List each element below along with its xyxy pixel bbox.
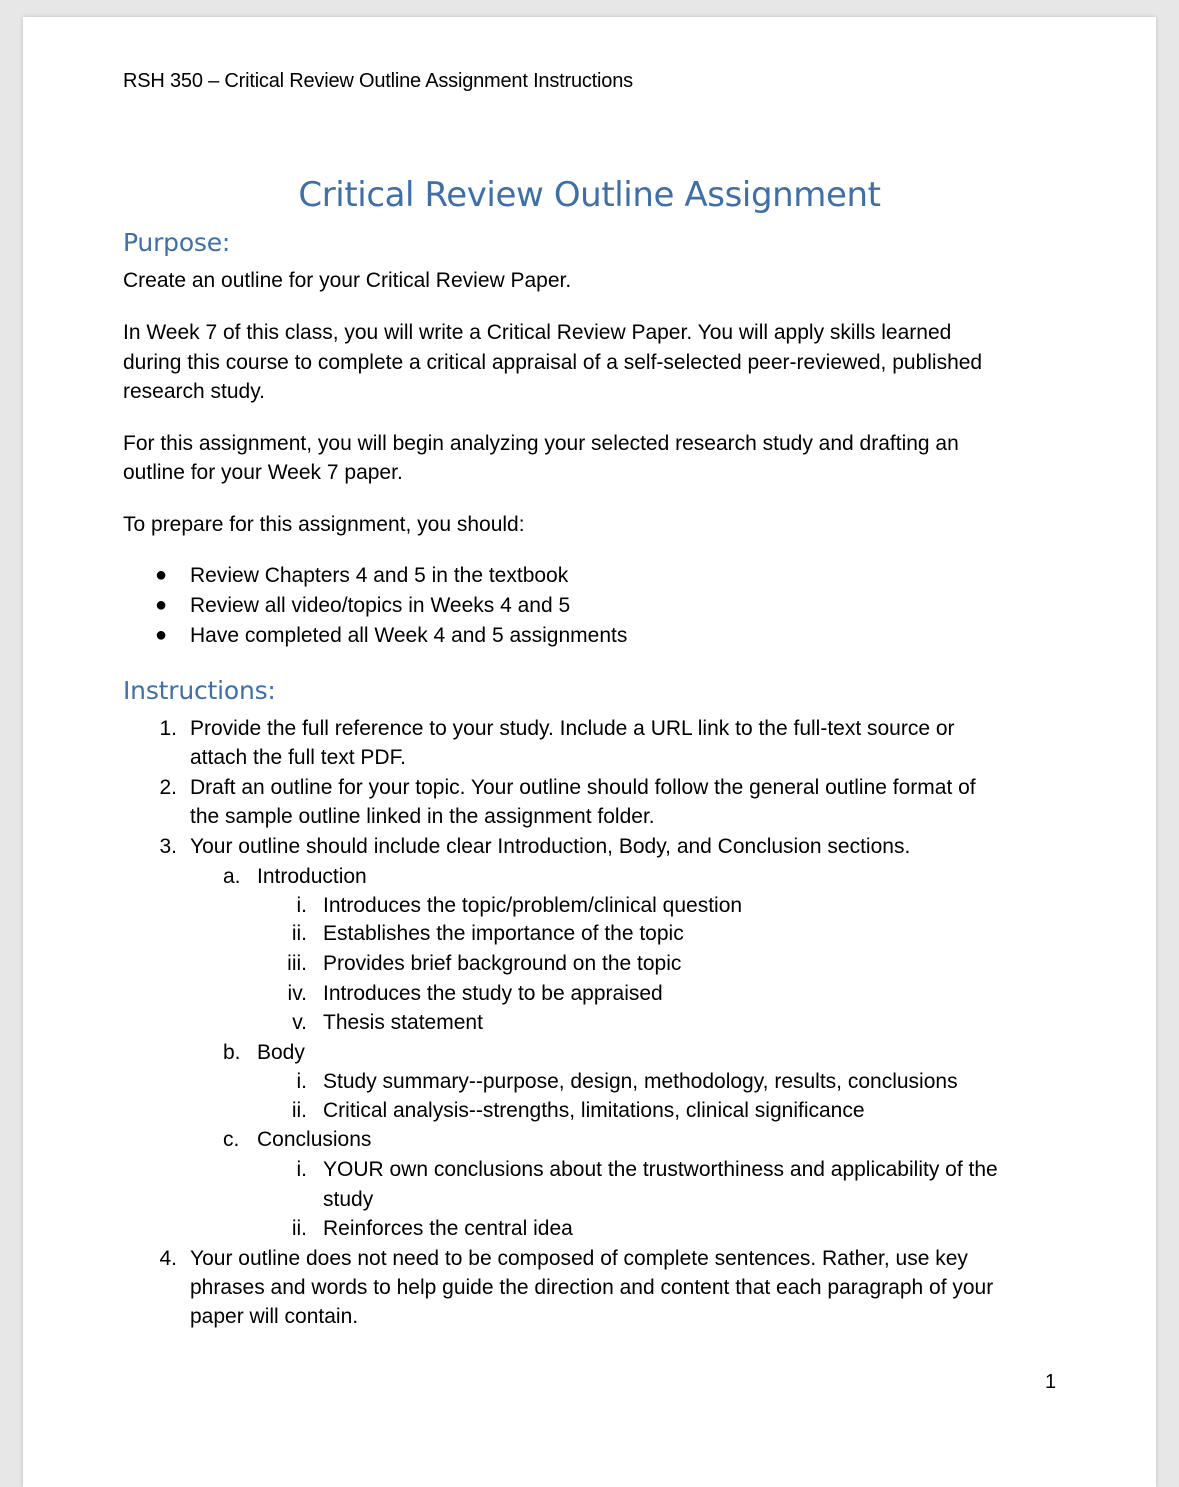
bullet-icon: ● [155,624,168,646]
purpose-line: Create an outline for your Critical Review Paper. [123,269,572,292]
purpose-heading: Purpose: [123,228,231,257]
outline-point: Introduces the study to be appraised [323,982,663,1005]
paragraph-2-line-2: outline for your Week 7 paper. [123,461,403,484]
bullet-icon: ● [155,564,168,586]
sub-marker: a. [223,865,241,888]
roman-marker: ii. [291,1217,307,1240]
roman-marker: i. [296,1158,307,1181]
paragraph-2-line-1: For this assignment, you will begin analyzing your selected research study and drafting an [123,432,959,455]
sub-marker: c. [223,1128,240,1151]
roman-marker: iii. [287,952,307,975]
paragraph-1-line-1: In Week 7 of this class, you will write a Critical Review Paper. You will apply skills learned [123,321,952,344]
bullet-icon: ● [155,594,168,616]
list-marker: 4. [159,1247,177,1270]
outline-point: Introduces the topic/problem/clinical question [323,894,743,917]
roman-marker: i. [296,1070,307,1093]
instruction-1-line-2: attach the full text PDF. [190,746,406,769]
list-marker: 2. [159,776,177,799]
bullet-item: Have completed all Week 4 and 5 assignments [190,624,628,647]
running-header: RSH 350 – Critical Review Outline Assignment Instructions [123,70,633,92]
roman-marker: ii. [291,1099,307,1122]
outline-point-continued: study [323,1188,374,1211]
outline-point: YOUR own conclusions about the trustworthiness and applicability of the [323,1158,998,1181]
instruction-4-line-1: Your outline does not need to be composed of complete sentences. Rather, use key [190,1247,968,1270]
instruction-3-line: Your outline should include clear Introduction, Body, and Conclusion sections. [190,835,911,858]
list-marker: 1. [159,717,177,740]
instruction-2-line-1: Draft an outline for your topic. Your outline should follow the general outline format of [190,776,976,799]
list-marker: 3. [159,835,177,858]
section-conclusions: Conclusions [257,1128,372,1151]
roman-marker: i. [296,894,307,917]
page-number: 1 [1045,1371,1057,1393]
document-title: Critical Review Outline Assignment [298,175,881,215]
outline-point: Provides brief background on the topic [323,952,682,975]
outline-point: Reinforces the central idea [323,1217,573,1240]
roman-marker: ii. [291,922,307,945]
bullet-item: Review Chapters 4 and 5 in the textbook [190,564,569,587]
instruction-2-line-2: the sample outline linked in the assignment folder. [190,805,655,828]
roman-marker: iv. [287,982,307,1005]
sub-marker: b. [223,1041,241,1064]
outline-point: Thesis statement [323,1011,483,1034]
instruction-4-line-2: phrases and words to help guide the direction and content that each paragraph of your [190,1276,994,1299]
paragraph-1-line-3: research study. [123,380,266,403]
outline-point: Critical analysis--strengths, limitations, clinical significance [323,1099,865,1122]
section-introduction: Introduction [257,865,367,888]
bullet-item: Review all video/topics in Weeks 4 and 5 [190,594,571,617]
section-body: Body [257,1041,305,1064]
roman-marker: v. [292,1011,307,1034]
prepare-line: To prepare for this assignment, you should: [123,513,525,536]
outline-point: Study summary--purpose, design, methodology, results, conclusions [323,1070,958,1093]
instructions-heading: Instructions: [123,676,276,705]
document-page [23,17,1156,1487]
instruction-4-line-3: paper will contain. [190,1305,359,1328]
paragraph-1-line-2: during this course to complete a critical appraisal of a self-selected peer-reviewed, published [123,351,983,374]
instruction-1-line-1: Provide the full reference to your study. Include a URL link to the full-text source or [190,717,955,740]
outline-point: Establishes the importance of the topic [323,922,684,945]
